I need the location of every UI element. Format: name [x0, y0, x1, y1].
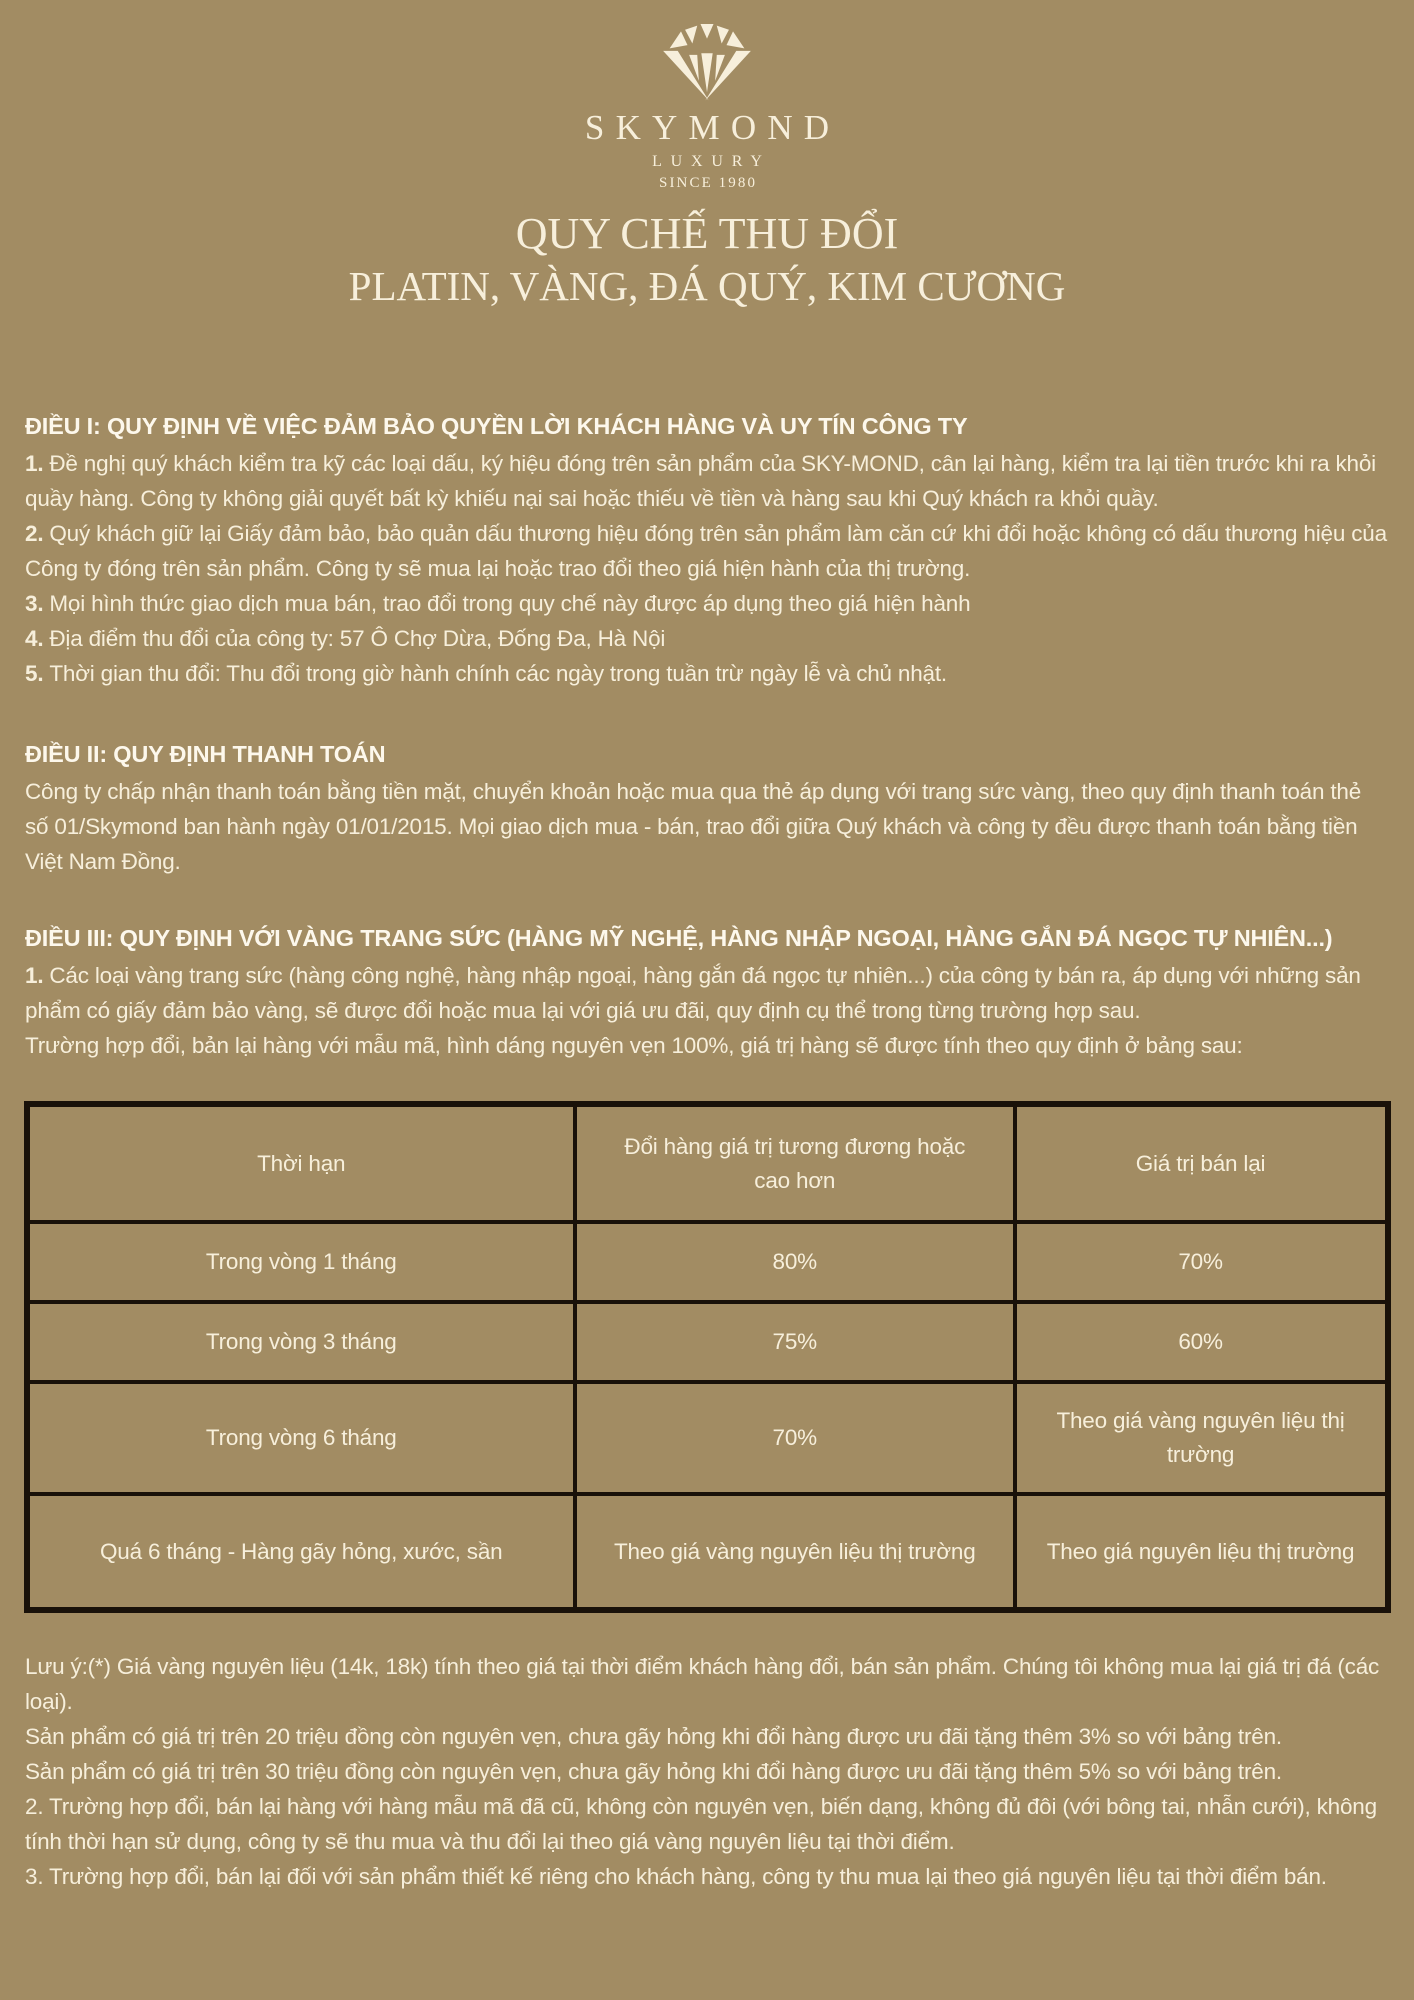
article-1-section: [25, 411, 1389, 691]
item-text: Địa điểm thu đổi của công ty: 57 Ô Chợ Dừa, Đống Đa, Hà Nội: [49, 626, 666, 651]
column-header-exchange-value: Đổi hàng giá trị tương đương hoặc cao hơn: [575, 1104, 1015, 1222]
brand-tagline: LUXURY: [652, 153, 771, 170]
brand-name: SKYMOND: [584, 108, 841, 147]
cell-exchange-value: Theo giá vàng nguyên liệu thị trường: [575, 1494, 1015, 1610]
table-row: [27, 1382, 1388, 1494]
article-2-heading: ĐIỀU II: QUY ĐỊNH THANH TOÁN: [25, 741, 386, 767]
table-row: [27, 1494, 1388, 1610]
item-number: 1.: [25, 963, 44, 988]
cell-term: Quá 6 tháng - Hàng gãy hỏng, xước, sần: [27, 1494, 575, 1610]
article-3-section: [25, 923, 1389, 1063]
cell-term: Trong vòng 6 tháng: [27, 1382, 575, 1494]
article-3-item-1: [25, 958, 1389, 1028]
note-bonus-3-percent: Sản phẩm có giá trị trên 20 triệu đồng còn nguyên vẹn, chưa gãy hỏng khi đổi hàng được ưu đãi tặng thêm 3% so với bảng trên.: [25, 1724, 1282, 1749]
brand-masthead: [25, 0, 1389, 192]
article-3-table-intro: Trường hợp đổi, bản lại hàng với mẫu mã, hình dáng nguyên vẹn 100%, giá trị hàng sẽ được tính theo quy định ở bảng sau:: [25, 1033, 1243, 1058]
table-row: [27, 1222, 1388, 1302]
article-1-heading: ĐIỀU I: QUY ĐỊNH VỀ VIỆC ĐẢM BẢO QUYỀN LỜI KHÁCH HÀNG VÀ UY TÍN CÔNG TY: [25, 413, 968, 439]
exchange-policy-table: [24, 1101, 1391, 1613]
column-header-resale-value: Giá trị bán lại: [1015, 1104, 1388, 1222]
document-subtitle: PLATIN, VÀNG, ĐÁ QUÝ, KIM CƯƠNG: [348, 263, 1066, 309]
diamond-icon: [657, 24, 757, 102]
note-general: Lưu ý:(*) Giá vàng nguyên liệu (14k, 18k) tính theo giá tại thời điểm khách hàng đổi, bán sản phẩm. Chúng tôi không mua lại giá trị đá (các loại).: [25, 1654, 1380, 1714]
note-bonus-5-percent: Sản phẩm có giá trị trên 30 triệu đồng còn nguyên vẹn, chưa gãy hỏng khi đổi hàng được ưu đãi tặng thêm 5% so với bảng trên.: [25, 1759, 1282, 1784]
table-header-row: [27, 1104, 1388, 1222]
article-2-section: [25, 739, 1389, 879]
item-text: Các loại vàng trang sức (hàng công nghệ, hàng nhập ngoại, hàng gắn đá ngọc tự nhiên...) của công ty bán ra, áp dụng với những sản phẩm có giấy đảm bảo vàng, sẽ được đổi hoặc mua lại với giá ưu đãi, quy định cụ thể trong từng trường hợp sau.: [25, 963, 1361, 1023]
cell-resale-value: Theo giá nguyên liệu thị trường: [1015, 1494, 1388, 1610]
note-case-2: 2. Trường hợp đổi, bán lại hàng với hàng mẫu mã đã cũ, không còn nguyên vẹn, biến dạng, không đủ đôi (với bông tai, nhẫn cưới), không tính thời hạn sử dụng, công ty sẽ thu mua và thu đổi lại theo giá vàng nguyên liệu tại thời điểm.: [25, 1794, 1377, 1854]
cell-resale-value: Theo giá vàng nguyên liệu thị trường: [1015, 1382, 1388, 1494]
column-header-term: Thời hạn: [27, 1104, 575, 1222]
article-2-body: Công ty chấp nhận thanh toán bằng tiền mặt, chuyển khoản hoặc mua qua thẻ áp dụng với trang sức vàng, theo quy định thanh toán thẻ số 01/Skymond ban hành ngày 01/01/2015. Mọi giao dịch mua - bán, trao đổi giữa Quý khách và công ty đều được thanh toán bằng tiền Việt Nam Đồng.: [25, 779, 1362, 874]
article-1-item-4: [25, 621, 1389, 656]
cell-resale-value: 70%: [1015, 1222, 1388, 1302]
item-text: Mọi hình thức giao dịch mua bán, trao đổi trong quy chế này được áp dụng theo giá hiện hành: [49, 591, 971, 616]
article-1-item-3: [25, 586, 1389, 621]
cell-exchange-value: 75%: [575, 1302, 1015, 1382]
table-row: [27, 1302, 1388, 1382]
item-text: Thời gian thu đổi: Thu đổi trong giờ hành chính các ngày trong tuần trừ ngày lễ và chủ nhật.: [49, 661, 947, 686]
document-title: QUY CHẾ THU ĐỔI: [515, 209, 899, 258]
cell-term: Trong vòng 1 tháng: [27, 1222, 575, 1302]
item-text: Quý khách giữ lại Giấy đảm bảo, bảo quản dấu thương hiệu đóng trên sản phẩm làm căn cứ khi đổi hoặc không có dấu thương hiệu của Công ty đóng trên sản phẩm. Công ty sẽ mua lại hoặc trao đổi theo giá hiện hành của thị trường.: [25, 521, 1387, 581]
item-text: Đề nghị quý khách kiểm tra kỹ các loại dấu, ký hiệu đóng trên sản phẩm của SKY-MOND, cân lại hàng, kiểm tra lại tiền trước khi ra khỏi quầy hàng. Công ty không giải quyết bất kỳ khiếu nại sai hoặc thiếu về tiền và hàng sau khi Quý khách ra khỏi quầy.: [25, 451, 1376, 511]
cell-resale-value: 60%: [1015, 1302, 1388, 1382]
cell-exchange-value: 80%: [575, 1222, 1015, 1302]
cell-exchange-value: 70%: [575, 1382, 1015, 1494]
cell-term: Trong vòng 3 tháng: [27, 1302, 575, 1382]
item-number: 4.: [25, 626, 44, 651]
item-number: 3.: [25, 591, 44, 616]
notes-section: [0, 1649, 1414, 1894]
item-number: 1.: [25, 451, 44, 476]
article-3-heading: ĐIỀU III: QUY ĐỊNH VỚI VÀNG TRANG SỨC (HÀNG MỸ NGHỆ, HÀNG NHẬP NGOẠI, HÀNG GẮN ĐÁ NGỌC TỰ NHIÊN...): [25, 925, 1333, 951]
article-1-item-5: [25, 656, 1389, 691]
item-number: 2.: [25, 521, 44, 546]
brand-since: SINCE 1980: [659, 175, 758, 191]
item-number: 5.: [25, 661, 44, 686]
article-1-item-2: [25, 516, 1389, 586]
article-1-item-1: [25, 446, 1389, 516]
note-case-3: 3. Trường hợp đổi, bán lại đối với sản phẩm thiết kế riêng cho khách hàng, công ty thu mua lại theo giá nguyên liệu tại thời điểm bán.: [25, 1864, 1327, 1889]
